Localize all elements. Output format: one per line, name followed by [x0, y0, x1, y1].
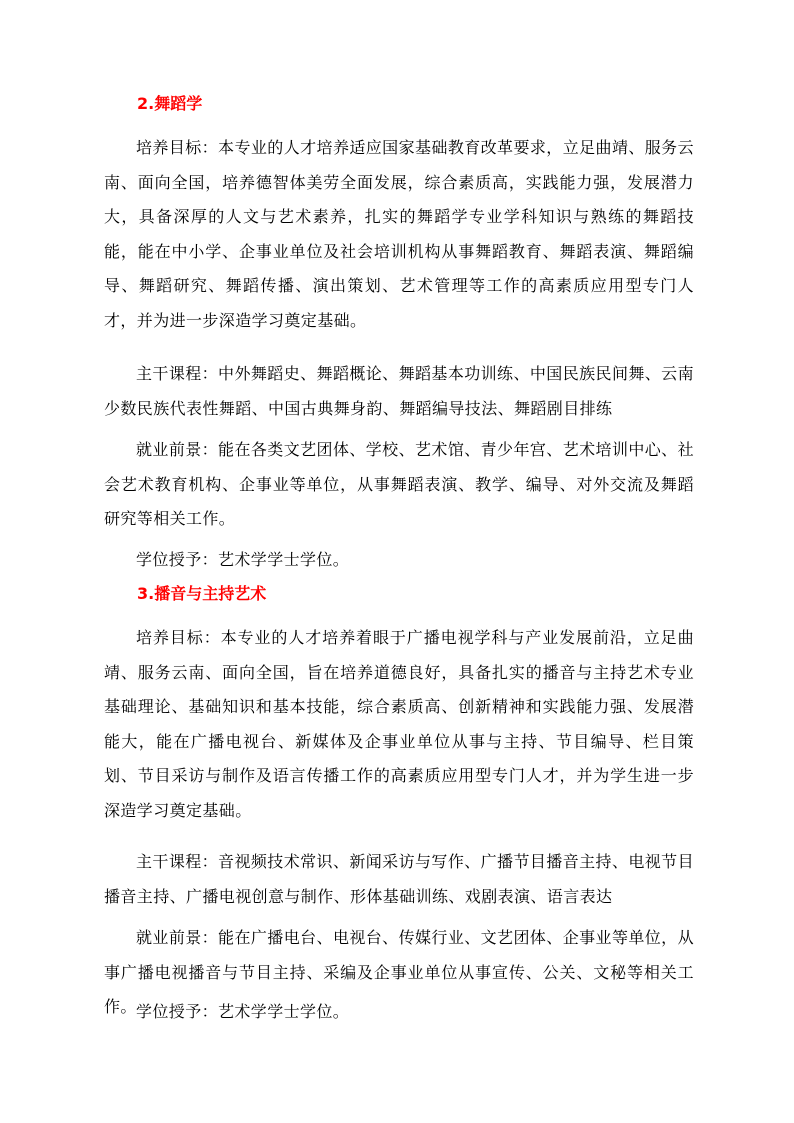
- employment-prospects-paragraph: 就业前景：能在各类文艺团体、学校、艺术馆、青少年宫、艺术培训中心、社会艺术教育机构、企事业等单位，从事舞蹈表演、教学、编导、对外交流及舞蹈研究等相关工作。: [104, 440, 694, 528]
- main-courses-paragraph: 主干课程：音视频技术常识、新闻采访与写作、广播节目播音主持、电视节目播音主持、广播电视创意与制作、形体基础训练、戏剧表演、语言表达: [104, 852, 694, 906]
- main-courses-paragraph: 主干课程：中外舞蹈史、舞蹈概论、舞蹈基本功训练、中国民族民间舞、云南少数民族代表性舞蹈、中国古典舞身韵、舞蹈编导技法、舞蹈剧目排练: [104, 364, 694, 418]
- employment-prospects-paragraph: 就业前景：能在广播电台、电视台、传媒行业、文艺团体、企事业等单位，从事广播电视播音与节目主持、采编及企事业单位从事宣传、公关、文秘等相关工作。: [104, 928, 694, 1016]
- training-goal-paragraph: 培养目标：本专业的人才培养着眼于广播电视学科与产业发展前沿，立足曲靖、服务云南、面向全国，旨在培养道德良好，具备扎实的播音与主持艺术专业基础理论、基础知识和基本技能，综合素质高、创新精神和实践能力强、发展潜能大，能在广播电视台、新媒体及企事业单位从事与主持、节目编导、栏目策划、节目采访与制作及语言传播工作的高素质应用型专门人才，并为学生进一步深造学习奠定基础。: [104, 628, 694, 820]
- degree-paragraph: 学位授予：艺术学学士学位。: [136, 550, 350, 569]
- training-goal-paragraph: 培养目标：本专业的人才培养适应国家基础教育改革要求，立足曲靖、服务云南、面向全国，培养德智体美劳全面发展，综合素质高，实践能力强，发展潜力大，具备深厚的人文与艺术素养，扎实的舞蹈学专业学科知识与熟练的舞蹈技能，能在中小学、企事业单位及社会培训机构从事舞蹈教育、舞蹈表演、舞蹈编导、舞蹈研究、舞蹈传播、演出策划、艺术管理等工作的高素质应用型专门人才，并为进一步深造学习奠定基础。: [104, 138, 694, 330]
- section-heading-broadcasting: 3.播音与主持艺术: [137, 584, 267, 603]
- degree-paragraph: 学位授予：艺术学学士学位。: [136, 1002, 350, 1021]
- section-heading-dance: 2.舞蹈学: [137, 94, 203, 113]
